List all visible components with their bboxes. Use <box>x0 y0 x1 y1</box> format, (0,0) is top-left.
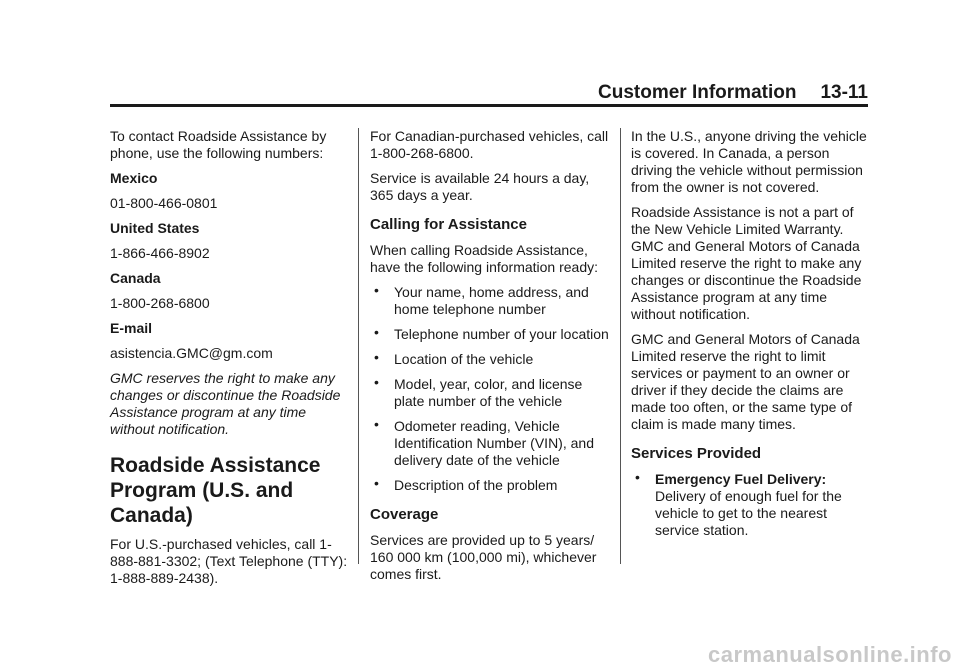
canada-contact-text: For Canadian-purchased vehicles, call 1-800-268-6800. <box>370 128 609 161</box>
column-3 <box>631 128 871 547</box>
calling-intro: When calling Roadside Assistance, have the following information ready: <box>370 242 599 275</box>
header-title <box>598 82 868 104</box>
section-heading: Roadside Assistance Program (U.S. and Canada) <box>110 454 321 527</box>
contact-value-email: asistencia.GMC@gm.com <box>110 345 273 361</box>
page-number: 13-11 <box>820 82 868 103</box>
bullet-icon: • <box>374 282 379 298</box>
list-item: • Your name, home address, and home telephone number <box>374 282 589 317</box>
contact-value-us: 1-866-466-8902 <box>110 245 210 261</box>
warranty-text: Roadside Assistance is not a part of the New Vehicle Limited Warranty. GMC and General Motors of Canada Limited reserve the right to make any changes or discontinue the Roadside Assistance program at any time without notification. <box>631 204 862 322</box>
list-item: • Telephone number of your location <box>374 324 609 342</box>
bullet-icon: • <box>374 324 379 340</box>
contact-label-email: E-mail <box>110 320 153 336</box>
coverage-eligibility-text: In the U.S., anyone driving the vehicle is covered. In Canada, a person driving the vehicle without permission from the owner is not covered. <box>631 128 867 195</box>
coverage-heading: Coverage <box>370 506 439 523</box>
notice-text: GMC reserves the right to make any changes or discontinue the Roadside Assistance program at any time without notification. <box>110 370 341 437</box>
list-item: • Model, year, color, and license plate number of the vehicle <box>374 374 583 409</box>
bullet-icon: • <box>635 469 640 485</box>
services-list <box>631 471 871 539</box>
info-list <box>370 284 610 494</box>
availability-text: Service is available 24 hours a day, 365 days a year. <box>370 170 590 203</box>
contact-value-mexico: 01-800-466-0801 <box>110 195 218 211</box>
contact-label-us: United States <box>110 220 200 236</box>
list-item: • Location of the vehicle <box>374 349 534 367</box>
header-rule <box>110 104 868 107</box>
page-header <box>110 82 868 104</box>
bullet-icon: • <box>374 349 379 365</box>
us-contact-text: For U.S.-purchased vehicles, call 1-888-881-3302; (Text Telephone (TTY): 1-888-889-2438). <box>110 536 348 586</box>
limits-text: GMC and General Motors of Canada Limited reserve the right to limit services or payment to an owner or driver if they decide the claims are made too often, or the same type of claim is made many times. <box>631 331 860 432</box>
bullet-icon: • <box>374 374 379 390</box>
list-item: • Description of the problem <box>374 475 558 493</box>
service-text: Delivery of enough fuel for the vehicle to get to the nearest service station. <box>655 488 842 538</box>
service-label: Emergency Fuel Delivery: <box>655 471 827 487</box>
contact-label-mexico: Mexico <box>110 170 158 186</box>
bullet-icon: • <box>374 475 379 491</box>
column-divider <box>620 128 621 564</box>
list-item <box>631 471 871 539</box>
calling-heading: Calling for Assistance <box>370 216 527 233</box>
column-divider <box>358 128 359 564</box>
section-title: Customer Information <box>598 82 797 103</box>
contact-label-canada: Canada <box>110 270 161 286</box>
list-item: • Odometer reading, Vehicle Identification Number (VIN), and delivery date of the vehicle <box>374 416 594 468</box>
intro-text: To contact Roadside Assistance by phone, use the following numbers: <box>110 128 327 161</box>
column-1 <box>110 128 352 595</box>
services-heading: Services Provided <box>631 445 762 462</box>
bullet-icon: • <box>374 416 379 432</box>
watermark: carmanualsonline.info <box>708 642 952 667</box>
coverage-text: Services are provided up to 5 years/ 160 000 km (100,000 mi), whichever comes first. <box>370 532 597 582</box>
column-2 <box>370 128 610 591</box>
contact-value-canada: 1-800-268-6800 <box>110 295 210 311</box>
